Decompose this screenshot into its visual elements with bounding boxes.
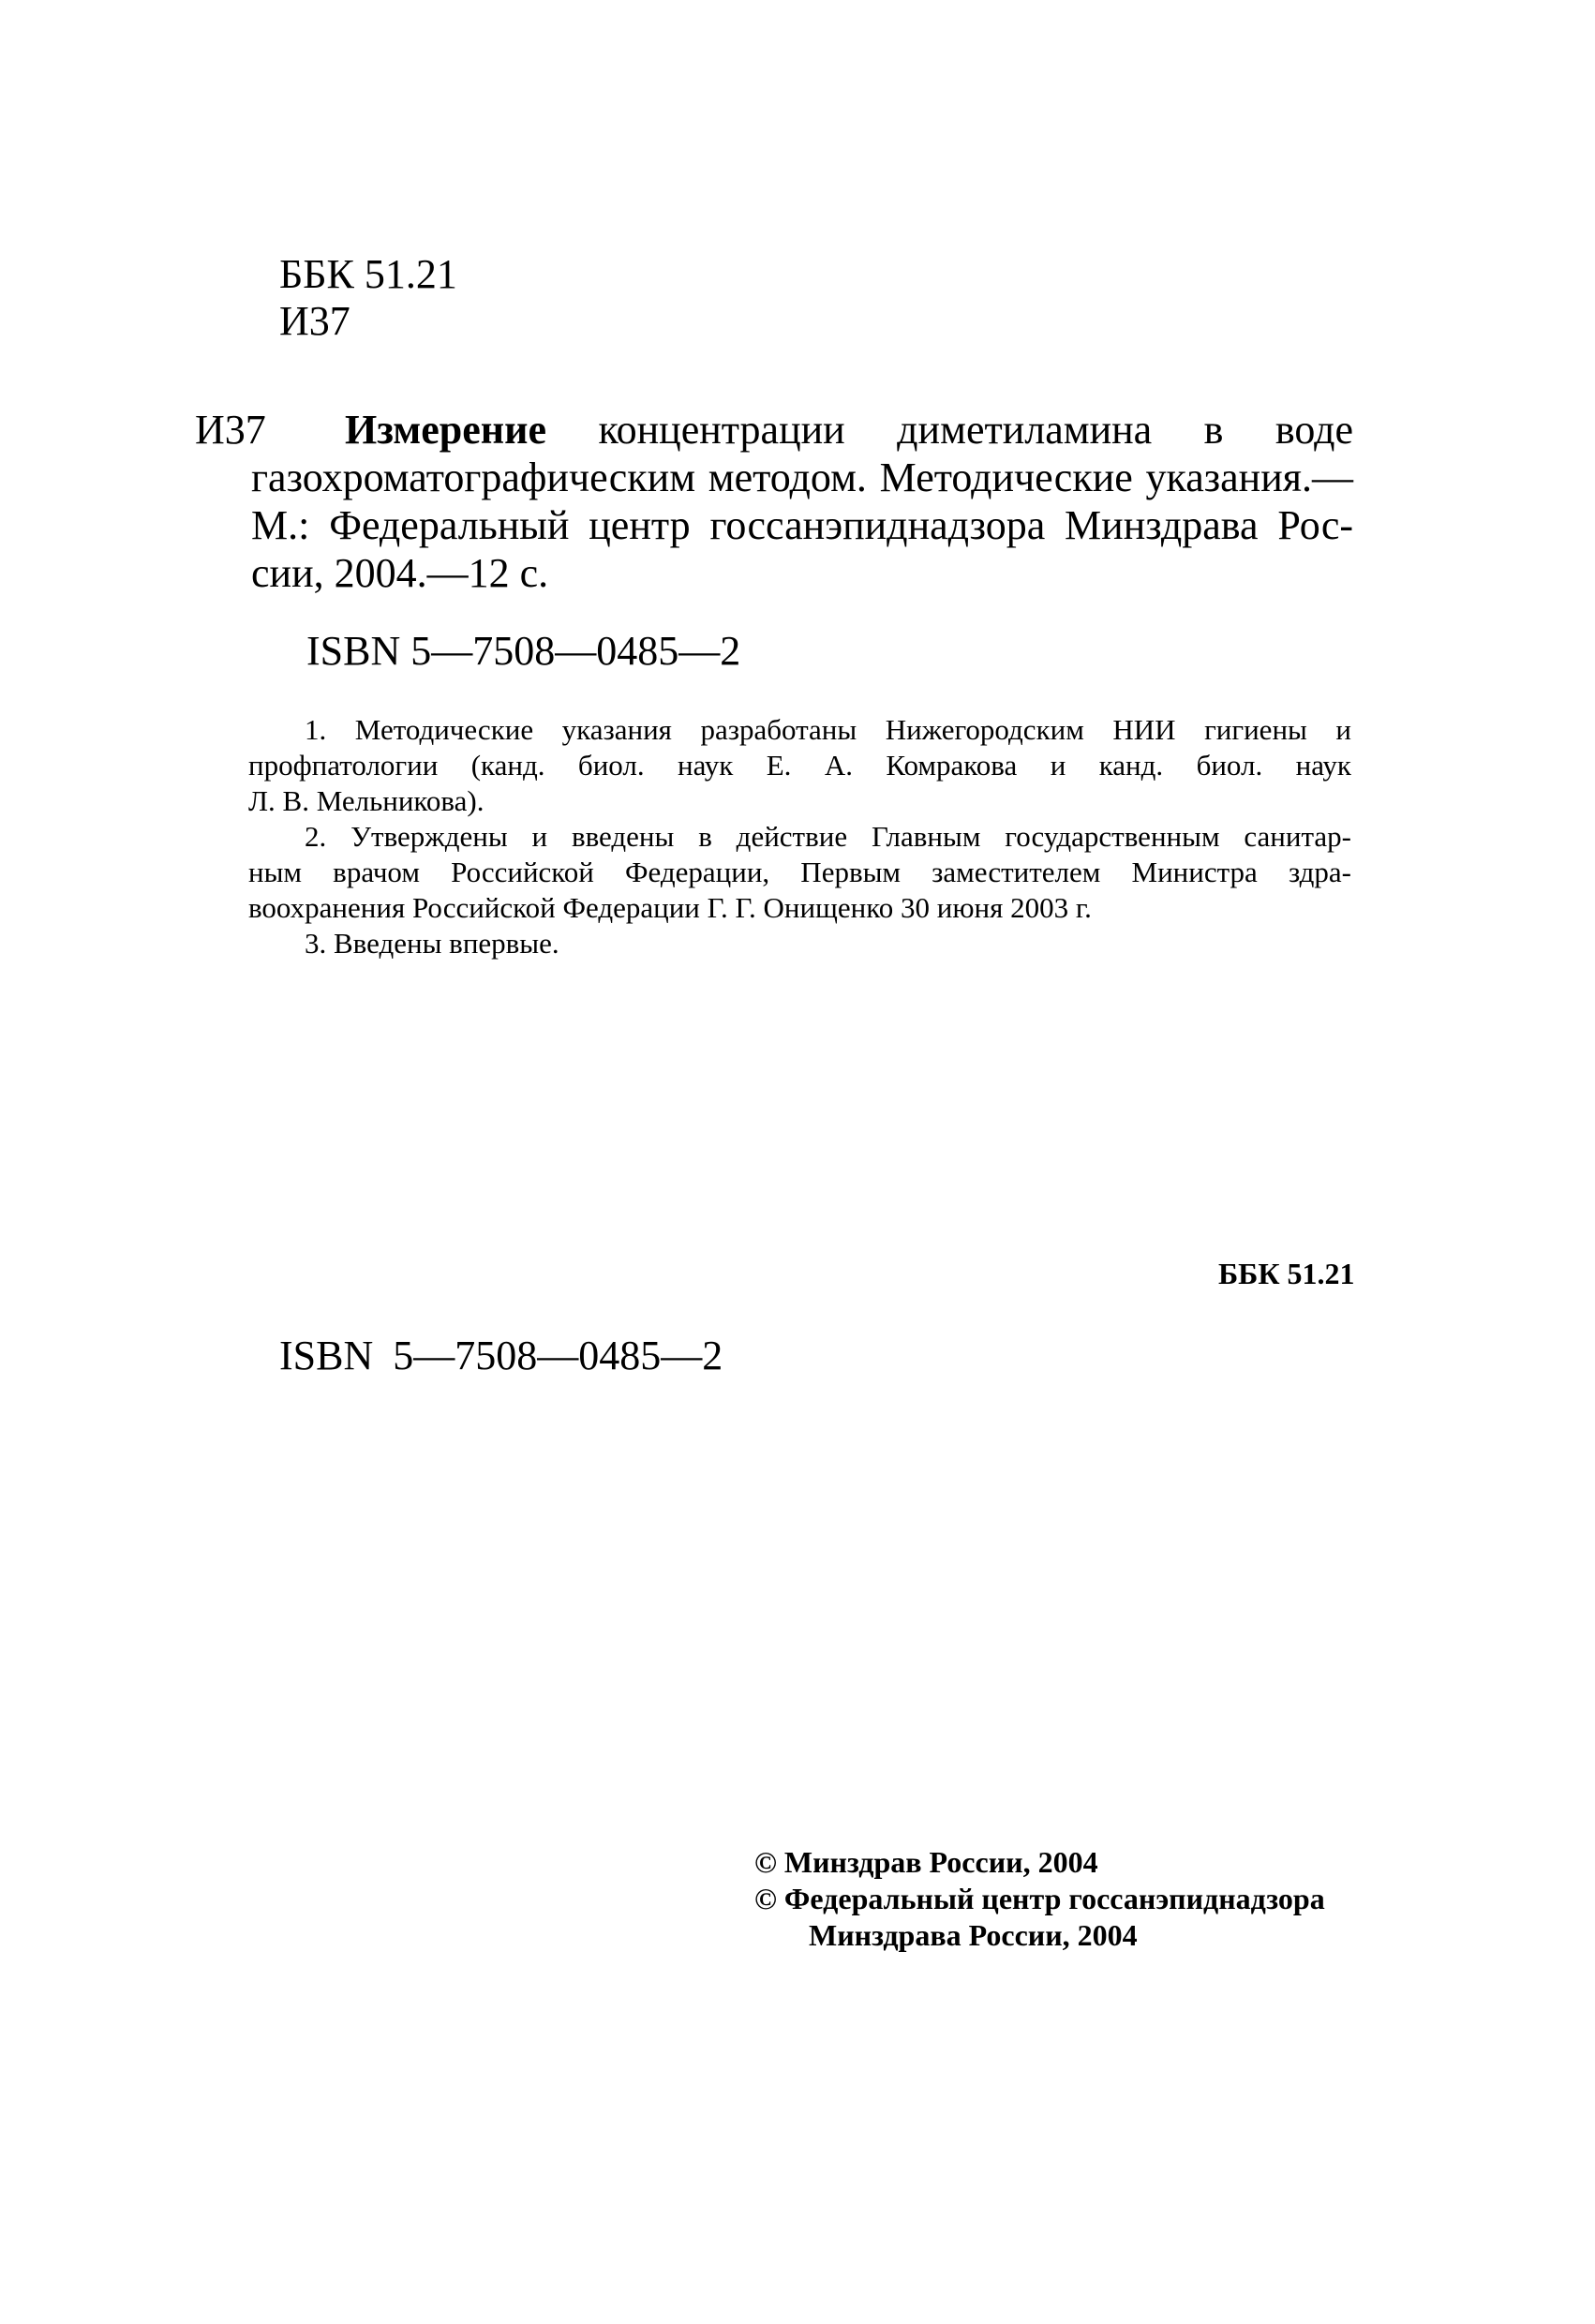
bbk-code-bottom: ББК 51.21 [1218, 1257, 1355, 1290]
entry-line-2: газохроматографическим методом. Методические указания.— [251, 454, 1353, 500]
entry-line-4: сии, 2004.—12 с. [251, 550, 549, 596]
copyright-line: © Минздрав России, 2004 [754, 1845, 1098, 1879]
isbn-bottom: ISBN 5—7508—0485—2 [279, 1333, 723, 1378]
copyright-line: © Федеральный центр госсанэпиднадзора [754, 1882, 1325, 1915]
copyright-block [754, 1844, 1325, 1954]
entry-code: И37 [195, 407, 266, 453]
bbk-classification-block [279, 251, 457, 345]
note-line: ным врачом Российской Федерации, Первым заместителем Министра здра- [248, 856, 1351, 888]
bbk-code: ББК 51.21 [279, 251, 457, 297]
isbn-entry: ISBN 5—7508—0485—2 [306, 628, 741, 674]
entry-title-word: Измерение [345, 407, 547, 453]
note-line: воохранения Российской Федерации Г. Г. Онищенко 30 июня 2003 г. [248, 891, 1092, 924]
note-line: 2. Утверждены и введены в действие Главным государственным санитар- [305, 820, 1351, 853]
copyright-line: Минздрава России, 2004 [809, 1918, 1138, 1952]
bibliographic-entry [195, 406, 1353, 597]
note-line: 3. Введены впервые. [305, 927, 559, 960]
author-mark: И37 [279, 298, 350, 344]
note-line: Л. В. Мельникова). [248, 784, 484, 817]
note-line: 1. Методические указания разработаны Нижегородским НИИ гигиены и [305, 713, 1351, 746]
entry-line-1-rest: концентрации диметиламина в воде [598, 407, 1353, 453]
note-line: профпатологии (канд. биол. наук Е. А. Комракова и канд. биол. наук [248, 749, 1351, 782]
entry-line-3: М.: Федеральный центр госсанэпиднадзора Минздрава Рос- [251, 502, 1353, 548]
entry-line-1 [195, 406, 1353, 454]
notes-block [248, 712, 1351, 961]
